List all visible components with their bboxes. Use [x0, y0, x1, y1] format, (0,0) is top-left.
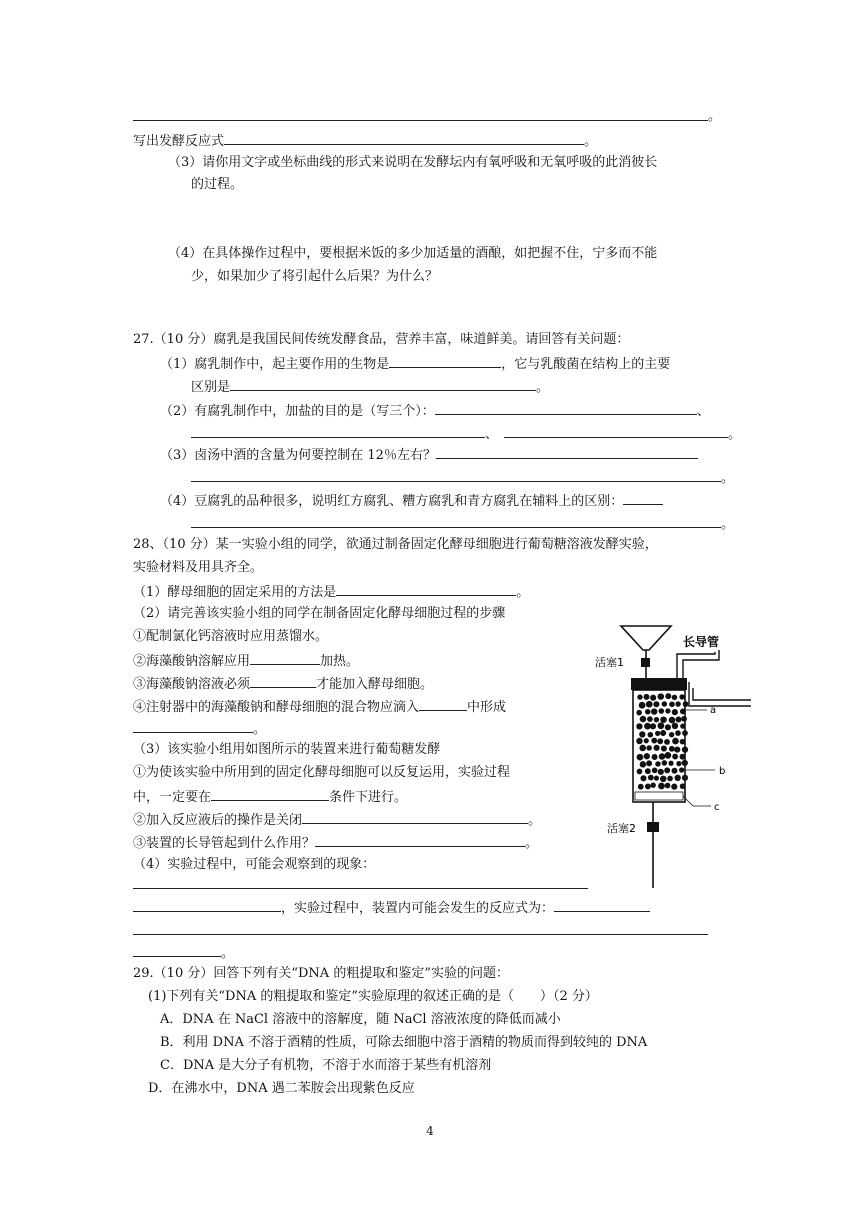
yeast-bead: [679, 694, 684, 699]
answer-line: [133, 934, 708, 935]
yeast-bead: [647, 716, 653, 722]
label-a: a: [710, 705, 717, 716]
yeast-bead: [665, 724, 671, 730]
yeast-bead: [659, 753, 666, 760]
yeast-bead: [655, 731, 660, 736]
prompt-text: ，实验过程中，装置内可能会发生的反应式为：: [281, 901, 555, 916]
answer-blank: [250, 674, 316, 688]
yeast-bead: [648, 775, 654, 781]
q28-part2: （2）请完善该实验小组的同学在制备固定化酵母细胞过程的步骤: [133, 606, 506, 621]
q28-part1: [133, 582, 529, 602]
yeast-bead: [672, 723, 678, 729]
yeast-bead: [655, 761, 660, 766]
yeast-bead: [679, 754, 685, 760]
q29-option-a: A．DNA 在 NaCl 溶液中的溶解度，随 NaCl 溶液浓度的降低而减小: [160, 1012, 561, 1027]
answer-line: [133, 120, 708, 121]
q29-option-d: D．在沸水中，DNA 遇二苯胺会出现紫色反应: [148, 1081, 415, 1096]
answer-blank: [623, 491, 663, 505]
yeast-bead: [651, 738, 657, 744]
prompt-text: 加热。: [320, 654, 360, 669]
label-b: b: [719, 766, 726, 777]
yeast-bead: [650, 723, 656, 729]
period: 。: [528, 813, 542, 828]
long-tube-label: 长导管: [683, 635, 720, 649]
yeast-bead: [640, 775, 646, 781]
q29-option-b: B．利用 DNA 不溶于酒精的性质，可除去细胞中溶于酒精的物质而得到较纯的 DNA: [160, 1035, 648, 1050]
answer-blank: [133, 898, 281, 912]
yeast-bead: [662, 701, 667, 706]
answer-blank: [191, 424, 485, 438]
prompt-text: ③海藻酸钠溶液必须: [133, 677, 251, 692]
yeast-bead: [675, 701, 680, 706]
q28-part3-q3: [133, 833, 538, 853]
yeast-bead: [672, 695, 677, 700]
yeast-bead: [652, 767, 658, 773]
answer-blank: [230, 377, 536, 391]
yeast-bead: [645, 783, 651, 789]
yeast-bead: [645, 768, 651, 774]
yeast-bead: [658, 693, 664, 699]
yeast-bead: [672, 709, 678, 715]
yeast-bead: [636, 738, 642, 744]
q28-step3: [133, 674, 433, 694]
yeast-bead: [675, 730, 681, 736]
yeast-bead: [665, 708, 670, 713]
yeast-bead: [669, 732, 674, 737]
yeast-bead: [669, 702, 675, 708]
yeast-bead: [639, 702, 646, 709]
prompt-text: ②海藻酸钠溶解应用: [133, 654, 251, 669]
q26-part4: （4）在具体操作过程中，要根据米饭的多少加适量的酒酿，如把握不住，宁多而不能: [168, 246, 658, 261]
yeast-bead: [679, 767, 684, 772]
yeast-bead: [661, 746, 667, 752]
q27-part3-cont: [191, 468, 734, 488]
yeast-bead: [676, 761, 681, 766]
q28-final-line: [133, 943, 234, 963]
valve1-icon: [641, 658, 650, 667]
period: 。: [221, 946, 235, 961]
period: 。: [525, 836, 539, 851]
yeast-bead: [680, 708, 686, 714]
answer-blank: [191, 514, 721, 528]
yeast-bead: [644, 753, 650, 759]
yeast-bead: [636, 710, 642, 716]
yeast-bead: [668, 761, 673, 766]
prompt-text: ，它与乳酸菌在结构上的主要: [501, 357, 671, 372]
answer-blank: [504, 424, 728, 438]
q26-write-reaction: [133, 131, 597, 151]
yeast-bead: [640, 761, 646, 767]
q27-part4: [160, 491, 663, 511]
yeast-bead: [650, 695, 656, 701]
q28-part3: （3）该实验小组用如图所示的装置来进行葡萄糖发酵: [133, 742, 441, 757]
q28-step1: ①配制氯化钙溶液时应用蒸馏水。: [133, 629, 329, 644]
yeast-bead: [660, 716, 667, 723]
prompt-text: 写出发酵反应式: [133, 134, 225, 149]
prompt-text: 条件下进行。: [329, 790, 408, 805]
period: 。: [584, 134, 598, 149]
q26-part3-cont: 的过程。: [191, 177, 244, 192]
answer-blank: [133, 943, 221, 957]
yeast-bead: [658, 769, 664, 775]
yeast-bead: [669, 717, 676, 724]
yeast-bead: [665, 752, 672, 759]
yeast-bead: [681, 716, 687, 722]
yeast-bead: [682, 775, 688, 781]
prompt-text: （1）酵母细胞的固定采用的方法是: [133, 585, 337, 600]
q28-part3-q2: [133, 810, 541, 830]
period: 。: [516, 585, 530, 600]
prompt-text: ③装置的长导管起到什么作用？: [133, 836, 316, 851]
yeast-bead: [683, 701, 689, 707]
prompt-text: ④注射器中的海藻酸钠和酵母细胞的混合物应滴入: [133, 700, 420, 715]
yeast-bead: [651, 708, 657, 714]
q27-title: 27.（10 分）腐乳是我国民间传统发酵食品，营养丰富，味道鲜美。请回答有关问题：: [133, 332, 630, 347]
yeast-bead: [646, 701, 653, 708]
yeast-bead: [660, 730, 666, 736]
prompt-text: （2）有腐乳制作中，加盐的目的是（写三个）：: [160, 404, 435, 419]
valve1-label: 活塞1: [595, 656, 624, 669]
yeast-bead: [665, 783, 671, 789]
answer-blank: [315, 833, 525, 847]
yeast-bead: [645, 709, 651, 715]
q26-part3: （3）请你用文字或坐标曲线的形式来说明在发酵坛内有氧呼吸和无氧呼吸的此消彼长: [168, 155, 658, 170]
yeast-bead: [680, 739, 686, 745]
yeast-bead: [664, 767, 670, 773]
yeast-bead: [636, 723, 642, 729]
answer-blank: [191, 468, 721, 482]
answer-blank: [435, 401, 697, 415]
answer-blank: [302, 810, 528, 824]
answer-blank: [336, 582, 516, 596]
q27-part2: [160, 401, 710, 421]
yeast-bead: [653, 701, 659, 707]
period: 。: [721, 471, 735, 486]
prompt-text: 中，一定要在: [133, 790, 212, 805]
valve2-icon: [647, 822, 659, 832]
q27-part2-cont: [191, 424, 741, 444]
yeast-bead: [680, 783, 686, 789]
yeast-bead: [662, 760, 668, 766]
q26-part4-cont: 少，如果加少了将引起什么后果？为什么？: [191, 269, 439, 284]
period: 。: [536, 380, 550, 395]
answer-blank: [419, 697, 467, 711]
q28-reaction-line: [133, 898, 650, 918]
prompt-text: ②加入反应液后的操作是关闭: [133, 813, 303, 828]
yeast-bead: [652, 754, 658, 760]
answer-blank: [389, 354, 501, 368]
yeast-bead: [640, 716, 647, 723]
q28-step4-cont: [133, 719, 266, 739]
q28-step2: [133, 651, 359, 671]
yeast-bead: [637, 769, 643, 775]
yeast-bead: [637, 754, 644, 761]
answer-blank: [224, 131, 584, 145]
fermentation-apparatus-diagram: [585, 620, 765, 890]
answer-period: 。: [708, 109, 722, 124]
prompt-text: （1）腐乳制作中，起主要作用的生物是: [160, 357, 390, 372]
comma: 、: [485, 427, 499, 442]
yeast-bead: [648, 732, 654, 738]
q27-part1: [160, 354, 670, 374]
page-number: 4: [426, 1124, 434, 1138]
q27-part3: [160, 445, 698, 465]
comma: 、: [696, 404, 710, 419]
q28-part3-q1-cont: [133, 787, 407, 807]
label-c: c: [714, 802, 720, 813]
yeast-bead: [646, 760, 652, 766]
yeast-bead: [658, 783, 665, 790]
q28-part4: （4）实验过程中，可能会观察到的现象：: [133, 857, 376, 872]
funnel-icon: [621, 626, 671, 650]
prompt-text: 才能加入酵母细胞。: [316, 677, 434, 692]
answer-blank: [133, 719, 253, 733]
period: 。: [721, 517, 735, 532]
yeast-bead: [654, 745, 660, 751]
yeast-bead: [672, 754, 678, 760]
yeast-bead: [671, 768, 677, 774]
answer-blank: [211, 787, 329, 801]
q28-step4: [133, 697, 506, 717]
yeast-bead: [650, 783, 655, 788]
period: 。: [728, 427, 742, 442]
q28-part3-q1: ①为使该实验中所用到的固定化酵母细胞可以反复运用，实验过程: [133, 765, 511, 780]
yeast-bead: [660, 776, 667, 783]
yeast-bead: [680, 724, 685, 729]
yeast-bead: [682, 746, 688, 752]
q29-option-c: C．DNA 是大分子有机物，不溶于水而溶于某些有机溶剂: [160, 1058, 492, 1073]
q28-title: 28、（10 分）某一实验小组的同学，欲通过制备固定化酵母细胞进行葡萄糖溶液发酵实验，: [133, 537, 658, 552]
yeast-bead: [667, 776, 673, 782]
yeast-bead: [682, 760, 688, 766]
q27-part4-cont: [191, 514, 734, 534]
yeast-bead: [646, 745, 651, 750]
q28-title-cont: 实验材料及用具齐全。: [133, 560, 264, 575]
yeast-bead: [657, 738, 663, 744]
yeast-bead: [657, 722, 664, 729]
q27-part1-cont: [191, 377, 549, 397]
yeast-bead: [644, 738, 649, 743]
yeast-bead: [639, 745, 646, 752]
q29-part1: (1)下列有关“DNA 的粗提取和鉴定”实验原理的叙述正确的是（ ）（2 分）: [148, 989, 598, 1004]
yeast-bead: [637, 694, 642, 699]
yeast-bead: [638, 784, 644, 790]
answer-blank: [250, 651, 320, 665]
yeast-bead: [675, 716, 681, 722]
yeast-bead: [674, 746, 680, 752]
period: 。: [253, 722, 267, 737]
yeast-bead: [671, 784, 677, 790]
yeast-bead: [672, 738, 679, 745]
stopper-icon: [631, 678, 687, 690]
answer-blank: [554, 898, 650, 912]
q29-title: 29.（10 分）回答下列有关“DNA 的粗提取和鉴定”实验的问题：: [133, 966, 509, 981]
yeast-bead: [654, 776, 659, 781]
yeast-bead: [639, 731, 645, 737]
answer-line: [133, 888, 588, 889]
yeast-bead: [669, 746, 675, 752]
prompt-text: （3）卤汤中酒的含量为何要控制在 12％左右？: [160, 448, 436, 463]
answer-blank: [436, 445, 698, 459]
yeast-bead: [664, 739, 670, 745]
valve2-label: 活塞2: [607, 822, 636, 835]
yeast-bead: [644, 723, 651, 730]
yeast-bead: [675, 775, 681, 781]
yeast-bead: [643, 694, 649, 700]
yeast-bead: [665, 693, 671, 699]
prompt-text: 区别是: [191, 380, 231, 395]
yeast-bead: [682, 730, 688, 736]
prompt-text: （4）豆腐乳的品种很多，说明红方腐乳、糟方腐乳和青方腐乳在辅料上的区别：: [160, 494, 624, 509]
yeast-bead: [654, 717, 659, 722]
yeast-bead: [659, 708, 665, 714]
prompt-text: 中形成: [467, 700, 507, 715]
